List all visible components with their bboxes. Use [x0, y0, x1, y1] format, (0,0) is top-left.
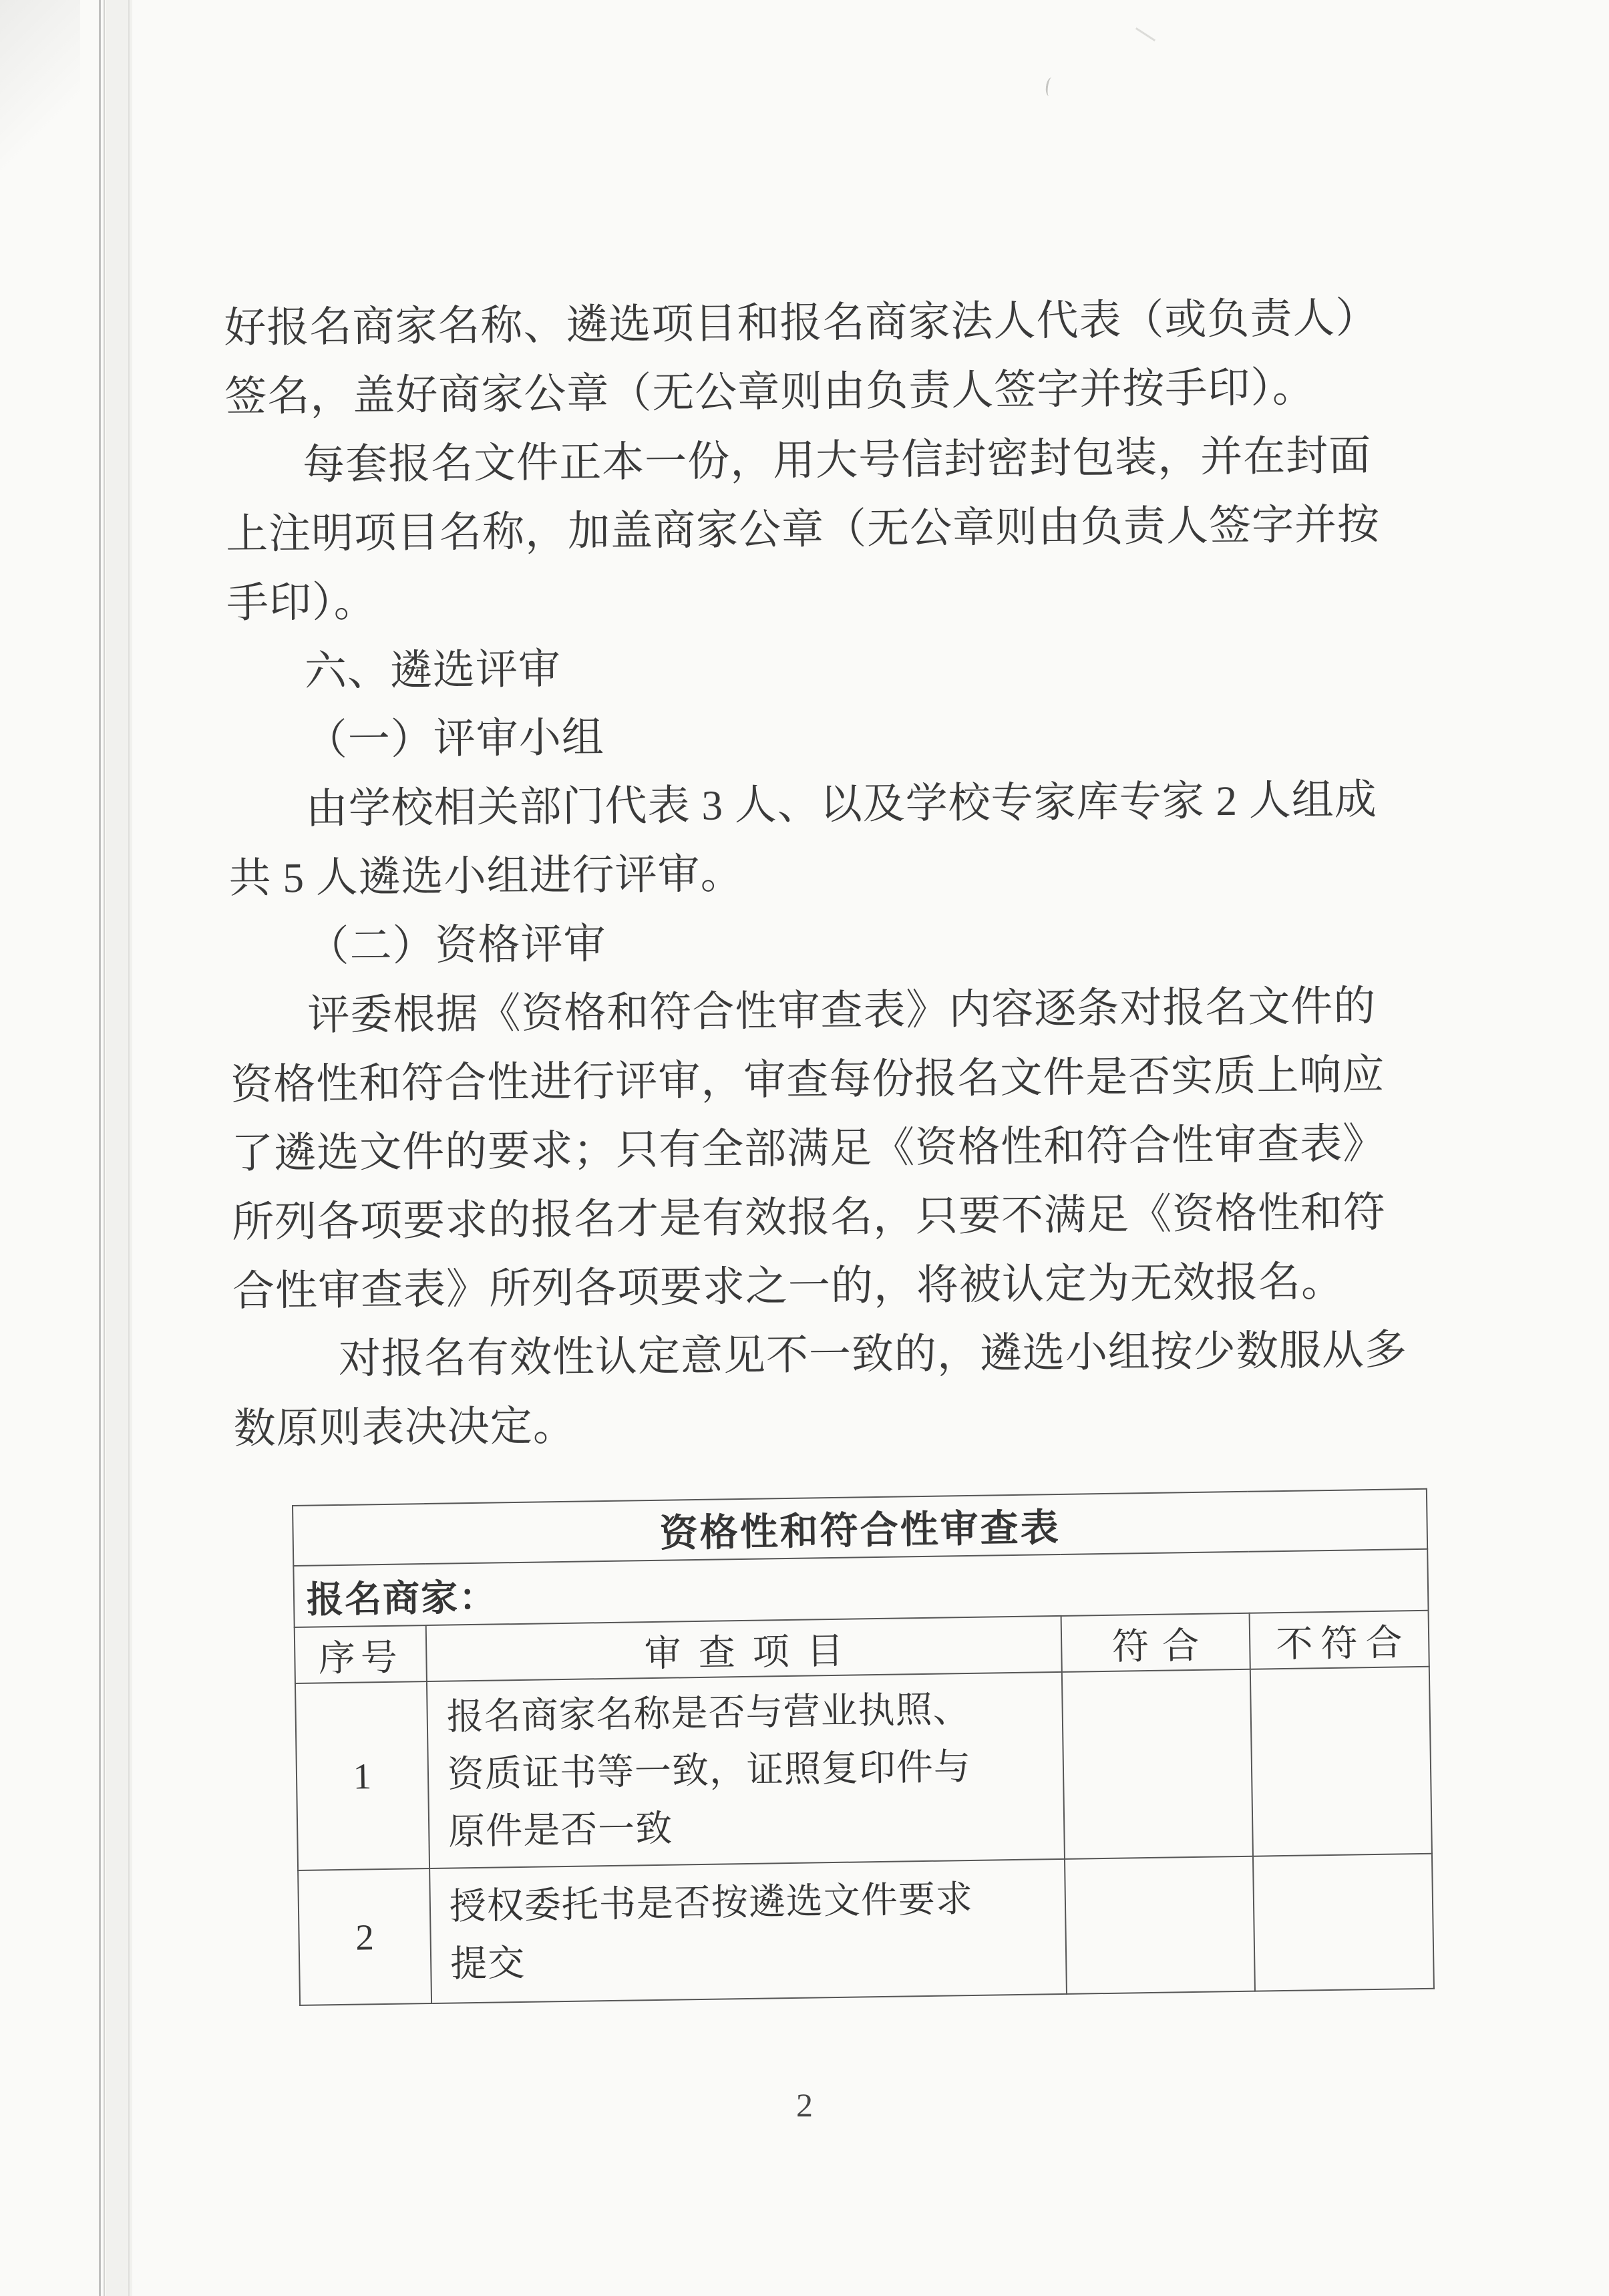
scan-edge-line	[128, 0, 130, 2296]
scan-corner-smudge	[0, 0, 80, 174]
scan-edge-line	[99, 0, 101, 2296]
body-line: 由学校相关部门代表 3 人、以及学校专家库专家 2 人组成	[305, 776, 1377, 832]
subsection-heading: （一）评审小组	[305, 714, 605, 764]
body-line: 对报名有效性认定意见不一致的，遴选小组按少数服从多	[338, 1326, 1408, 1383]
row-seq: 2	[298, 1868, 431, 2005]
body-text	[224, 283, 1429, 1464]
body-line: 所列各项要求的报名才是有效报名，只要不满足《资格性和符	[231, 1188, 1387, 1246]
body-line: 合性审查表》所列各项要求之一的，将被认定为无效报名。	[232, 1258, 1345, 1315]
body-line: 了遴选文件的要求；只有全部满足《资格性和符合性审查表》	[230, 1120, 1386, 1177]
table-row	[298, 1854, 1434, 2005]
col-header-review-item: 审查项目	[426, 1616, 1062, 1681]
col-header-conform: 符合	[1061, 1613, 1250, 1672]
table-title: 资格性和符合性审查表	[293, 1489, 1427, 1566]
row-conform-cell	[1062, 1669, 1253, 1859]
body-line: 每套报名文件正本一份，用大号信封密封包装，并在封面	[302, 432, 1372, 488]
row-nonconform-cell	[1253, 1854, 1434, 1991]
row-nonconform-cell	[1250, 1667, 1432, 1856]
scan-speck	[1045, 77, 1056, 97]
body-line: 好报名商家名称、遴选项目和报名商家法人代表（或负责人）	[224, 294, 1379, 351]
body-line: 手印）。	[226, 579, 377, 627]
scan-edge-line	[104, 0, 105, 2296]
col-header-nonconform: 不符合	[1249, 1611, 1429, 1669]
body-line: 资格性和符合性进行评审，审查每份报名文件是否实质上响应	[230, 1051, 1385, 1108]
subsection-heading: （二）资格评审	[307, 921, 606, 970]
body-line: 评委根据《资格和符合性审查表》内容逐条对报名文件的	[307, 982, 1377, 1039]
scan-speck	[1135, 27, 1155, 41]
body-line: 共 5 人遴选小组进行评审。	[228, 850, 743, 902]
section-heading: 六、遴选评审	[304, 645, 562, 695]
row-seq: 1	[295, 1681, 429, 1870]
table-row	[295, 1667, 1432, 1870]
applicant-label: 报名商家：	[293, 1549, 1428, 1627]
page-number: 2	[796, 2086, 813, 2124]
body-line: 数原则表决决定。	[233, 1402, 576, 1452]
table	[292, 1488, 1435, 2006]
qualification-review-table	[292, 1488, 1435, 2006]
body-line: 上注明项目名称，加盖商家公章（无公章则由负责人签字并按	[225, 500, 1381, 558]
row-review-item: 报名商家名称是否与营业执照、 资质证书等一致，证照复印件与 原件是否一致	[427, 1672, 1065, 1868]
row-conform-cell	[1065, 1856, 1255, 1994]
body-line: 签名，盖好商家公章（无公章则由负责人签字并按手印）。	[224, 363, 1316, 420]
row-review-item: 授权委托书是否按遴选文件要求 提交	[429, 1859, 1067, 2003]
col-header-seq: 序号	[295, 1625, 427, 1683]
